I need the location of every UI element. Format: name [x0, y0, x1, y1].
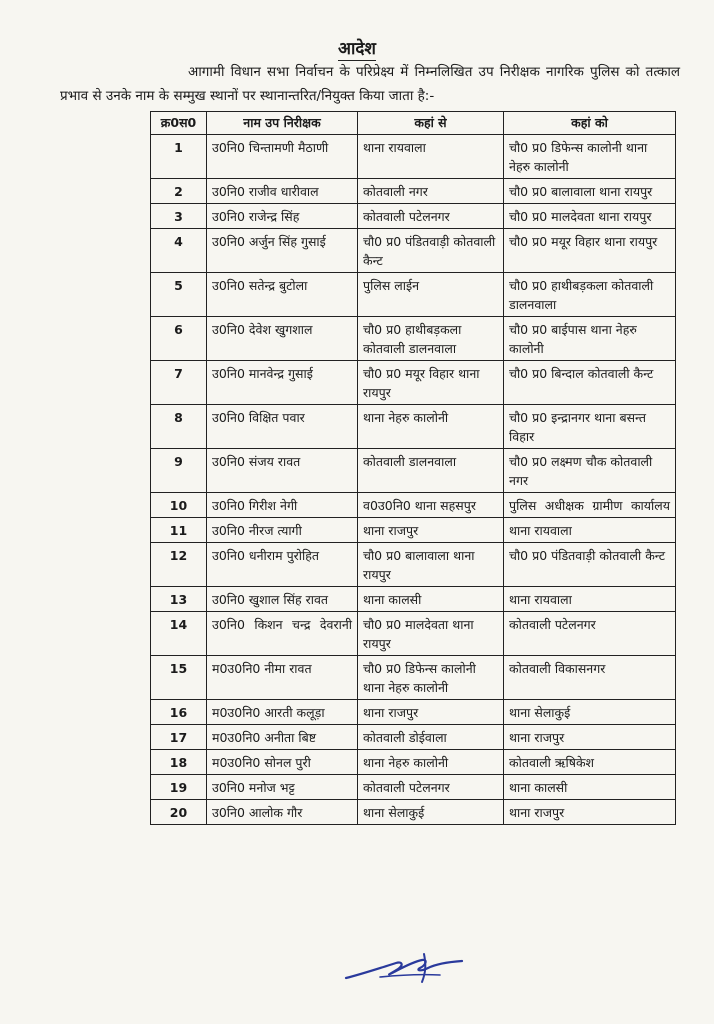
officer-name: उ0नि0 संजय रावत — [207, 449, 358, 493]
order-title-text: आदेश — [338, 39, 376, 59]
from-location: चौ0 प्र0 डिफेन्स कालोनी थाना नेहरु कालोनी — [358, 656, 504, 700]
officer-name: उ0नि0 धनीराम पुरोहित — [207, 543, 358, 587]
from-location: चौ0 प्र0 बालावाला थाना रायपुर — [358, 543, 504, 587]
table-row — [151, 587, 676, 612]
to-location: चौ0 प्र0 मालदेवता थाना रायपुर — [504, 204, 676, 229]
header-name: नाम उप निरीक्षक — [207, 112, 358, 135]
to-location: चौ0 प्र0 लक्ष्मण चौक कोतवाली नगर — [504, 449, 676, 493]
officer-name: उ0नि0 चिन्तामणी मैठाणी — [207, 135, 358, 179]
from-location: थाना नेहरु कालोनी — [358, 750, 504, 775]
officer-name: म0उ0नि0 नीमा रावत — [207, 656, 358, 700]
officer-name: उ0नि0 आलोक गौर — [207, 800, 358, 825]
to-location: चौ0 प्र0 बिन्दाल कोतवाली कैन्ट — [504, 361, 676, 405]
table-row — [151, 361, 676, 405]
from-location: थाना रायवाला — [358, 135, 504, 179]
serial-number: 20 — [151, 800, 207, 825]
table-row — [151, 317, 676, 361]
table-row — [151, 750, 676, 775]
from-location: कोतवाली नगर — [358, 179, 504, 204]
officer-name: उ0नि0 देवेश खुगशाल — [207, 317, 358, 361]
serial-number: 15 — [151, 656, 207, 700]
table-row — [151, 612, 676, 656]
serial-number: 13 — [151, 587, 207, 612]
header-to: कहां को — [504, 112, 676, 135]
to-location: कोतवाली विकासनगर — [504, 656, 676, 700]
handwritten-signature — [340, 948, 480, 988]
from-location: चौ0 प्र0 मयूर विहार थाना रायपुर — [358, 361, 504, 405]
to-location: थाना सेलाकुई — [504, 700, 676, 725]
to-location: चौ0 प्र0 डिफेन्स कालोनी थाना नेहरु कालोनी — [504, 135, 676, 179]
from-location: चौ0 प्र0 मालदेवता थाना रायपुर — [358, 612, 504, 656]
serial-number: 19 — [151, 775, 207, 800]
to-location: चौ0 प्र0 मयूर विहार थाना रायपुर — [504, 229, 676, 273]
serial-number: 8 — [151, 405, 207, 449]
table-row — [151, 656, 676, 700]
officer-name: उ0नि0 मानवेन्द्र गुसाई — [207, 361, 358, 405]
serial-number: 18 — [151, 750, 207, 775]
table-row — [151, 800, 676, 825]
officer-name: उ0नि0 अर्जुन सिंह गुसाई — [207, 229, 358, 273]
to-location: थाना कालसी — [504, 775, 676, 800]
table-header-row — [151, 112, 676, 135]
from-location: कोतवाली पटेलनगर — [358, 204, 504, 229]
serial-number: 12 — [151, 543, 207, 587]
table-row — [151, 273, 676, 317]
serial-number: 17 — [151, 725, 207, 750]
officer-name: उ0नि0 राजीव धारीवाल — [207, 179, 358, 204]
from-location: व0उ0नि0 थाना सहसपुर — [358, 493, 504, 518]
officer-name: उ0नि0 नीरज त्यागी — [207, 518, 358, 543]
table-row — [151, 204, 676, 229]
serial-number: 1 — [151, 135, 207, 179]
officer-name: म0उ0नि0 अनीता बिष्ट — [207, 725, 358, 750]
serial-number: 16 — [151, 700, 207, 725]
to-location: कोतवाली पटेलनगर — [504, 612, 676, 656]
table-row — [151, 135, 676, 179]
from-location: थाना राजपुर — [358, 700, 504, 725]
from-location: थाना राजपुर — [358, 518, 504, 543]
to-location: कोतवाली ऋषिकेश — [504, 750, 676, 775]
officer-name: उ0नि0 राजेन्द्र सिंह — [207, 204, 358, 229]
serial-number: 9 — [151, 449, 207, 493]
officer-name: उ0नि0 खुशाल सिंह रावत — [207, 587, 358, 612]
header-from: कहां से — [358, 112, 504, 135]
serial-number: 4 — [151, 229, 207, 273]
table-row — [151, 543, 676, 587]
serial-number: 11 — [151, 518, 207, 543]
to-location: चौ0 प्र0 हाथीबड़कला कोतवाली डालनवाला — [504, 273, 676, 317]
header-serial: क्र0स0 — [151, 112, 207, 135]
from-location: चौ0 प्र0 पंडितवाड़ी कोतवाली कैन्ट — [358, 229, 504, 273]
from-location: कोतवाली पटेलनगर — [358, 775, 504, 800]
table-row — [151, 179, 676, 204]
to-location: पुलिस अधीक्षक ग्रामीण कार्यालय — [504, 493, 676, 518]
from-location: कोतवाली डोईवाला — [358, 725, 504, 750]
to-location: चौ0 प्र0 इन्द्रानगर थाना बसन्त विहार — [504, 405, 676, 449]
from-location: थाना कालसी — [358, 587, 504, 612]
from-location: कोतवाली डालनवाला — [358, 449, 504, 493]
from-location: चौ0 प्र0 हाथीबड़कला कोतवाली डालनवाला — [358, 317, 504, 361]
serial-number: 6 — [151, 317, 207, 361]
table-row — [151, 725, 676, 750]
officer-name: उ0नि0 विक्षित पवार — [207, 405, 358, 449]
serial-number: 5 — [151, 273, 207, 317]
to-location: चौ0 प्र0 बाईपास थाना नेहरु कालोनी — [504, 317, 676, 361]
to-location: थाना रायवाला — [504, 587, 676, 612]
to-location: थाना राजपुर — [504, 725, 676, 750]
serial-number: 7 — [151, 361, 207, 405]
from-location: थाना सेलाकुई — [358, 800, 504, 825]
order-title — [0, 36, 714, 59]
table-row — [151, 775, 676, 800]
from-location: पुलिस लाईन — [358, 273, 504, 317]
table-row — [151, 405, 676, 449]
table-row — [151, 229, 676, 273]
serial-number: 2 — [151, 179, 207, 204]
order-intro: आगामी विधान सभा निर्वाचन के परिप्रेक्ष्य में निम्नलिखित उप निरीक्षक नागरिक पुलिस को तत्काल प्रभाव से उनके नाम के सम्मुख स्थानों पर स्थानान्तरित/नियुक्त किया जाता है:- — [60, 64, 680, 104]
transfer-table — [150, 111, 676, 825]
table-row — [151, 700, 676, 725]
table-row — [151, 518, 676, 543]
to-location: चौ0 प्र0 बालावाला थाना रायपुर — [504, 179, 676, 204]
signature-stroke — [422, 954, 425, 982]
officer-name: उ0नि0 मनोज भट्ट — [207, 775, 358, 800]
from-location: थाना नेहरु कालोनी — [358, 405, 504, 449]
to-location: थाना राजपुर — [504, 800, 676, 825]
officer-name: उ0नि0 किशन चन्द्र देवरानी — [207, 612, 358, 656]
to-location: थाना रायवाला — [504, 518, 676, 543]
table-row — [151, 449, 676, 493]
officer-name: उ0नि0 सतेन्द्र बुटोला — [207, 273, 358, 317]
officer-name: म0उ0नि0 सोनल पुरी — [207, 750, 358, 775]
officer-name: म0उ0नि0 आरती कलूड़ा — [207, 700, 358, 725]
officer-name: उ0नि0 गिरीश नेगी — [207, 493, 358, 518]
serial-number: 14 — [151, 612, 207, 656]
table-row — [151, 493, 676, 518]
serial-number: 10 — [151, 493, 207, 518]
to-location: चौ0 प्र0 पंडितवाड़ी कोतवाली कैन्ट — [504, 543, 676, 587]
serial-number: 3 — [151, 204, 207, 229]
